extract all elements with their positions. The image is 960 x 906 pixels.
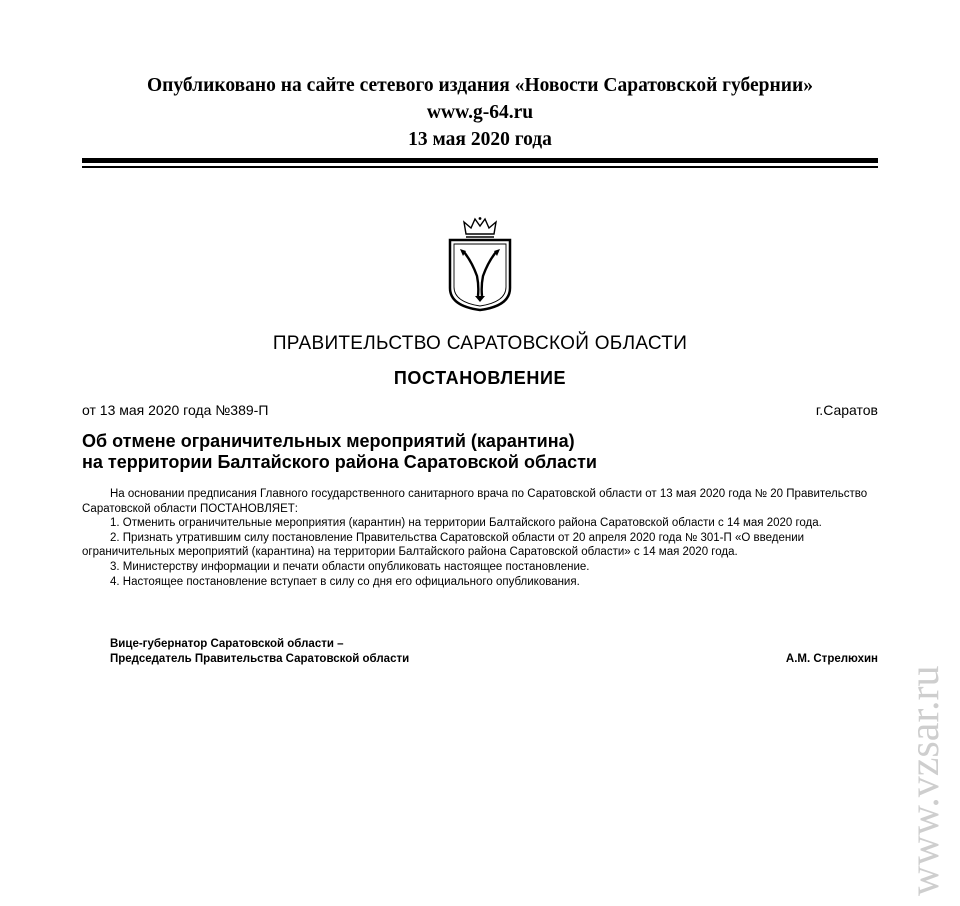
- signatory-name: А.М. Стрелюхин: [785, 653, 878, 665]
- publication-date: 13 мая 2020 года: [408, 129, 552, 150]
- body-paragraph: 2. Признать утратившим силу постановление Правительства Саратовской области от 20 апреля 2020 года № 301-П «О введении ограничительных мероприятий (карантина) на территории Балтайского района Саратовской области» с 14 мая 2020 года.: [82, 531, 805, 559]
- body-paragraph: На основании предписания Главного государственного санитарного врача по Саратовской области от 13 мая 2020 года № 20 Правительство Саратовской области ПОСТАНОВЛЯЕТ:: [82, 488, 868, 515]
- signatory-position: Вице-губернатор Саратовской области –: [110, 638, 344, 650]
- body-paragraph: 4. Настоящее постановление вступает в силу со дня его официального опубликования.: [110, 575, 580, 588]
- watermark-text: www.vzsar.ru: [902, 665, 948, 896]
- site-watermark: [880, 550, 960, 900]
- signatory-position: Председатель Правительства Саратовской области: [110, 653, 410, 665]
- decree-city: г.Саратов: [815, 402, 878, 418]
- government-name: ПРАВИТЕЛЬСТВО САРАТОВСКОЙ ОБЛАСТИ: [272, 333, 688, 354]
- body-paragraph: 3. Министерству информации и печати области опубликовать настоящее постановление.: [110, 560, 590, 573]
- header-divider-thick: [82, 158, 878, 163]
- decree-date-number: от 13 мая 2020 года №389-П: [82, 402, 269, 418]
- document-title: [82, 431, 878, 473]
- document-title-line: Об отмене ограничительных мероприятий (карантина): [82, 431, 575, 451]
- document-body: [82, 487, 878, 589]
- decree-meta: [82, 402, 878, 418]
- document-title-line: на территории Балтайского района Саратовской области: [82, 452, 597, 472]
- body-paragraph: 1. Отменить ограничительные мероприятия (карантин) на территории Балтайского района Саратовской области с 14 мая 2020 года.: [110, 517, 822, 530]
- signature-block: [110, 637, 878, 667]
- header-divider-thin: [82, 166, 878, 168]
- publication-line: Опубликовано на сайте сетевого издания «Новости Саратовской губернии»: [147, 75, 813, 96]
- coat-of-arms-icon: [442, 216, 518, 312]
- publication-site: www.g-64.ru: [426, 102, 534, 123]
- publication-header: [0, 72, 960, 153]
- decree-type: ПОСТАНОВЛЕНИЕ: [393, 368, 567, 388]
